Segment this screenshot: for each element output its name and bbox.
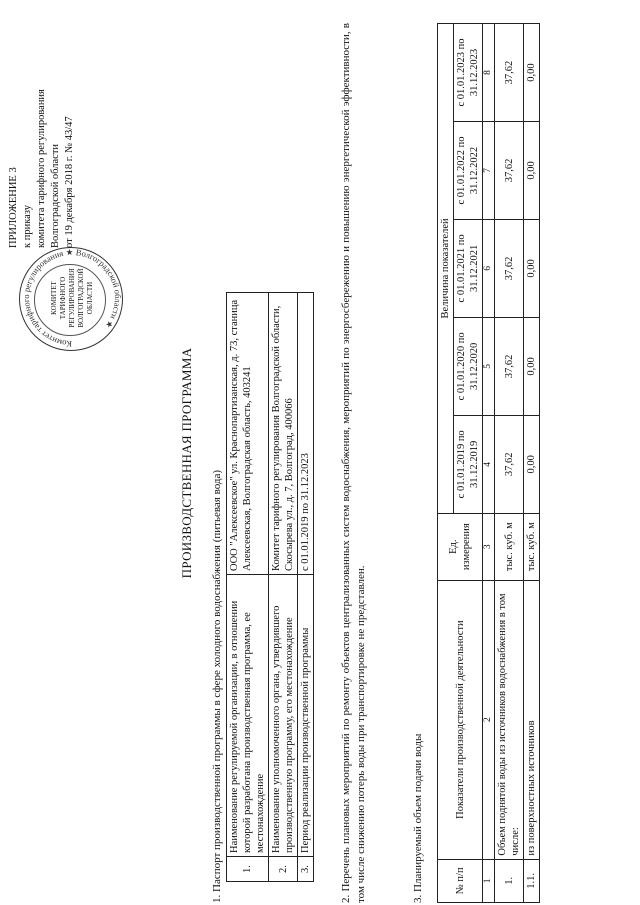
table-row <box>298 293 314 882</box>
row-value: 0,00 <box>524 121 540 219</box>
seal-center-line: ОБЛАСТИ <box>86 281 94 315</box>
seal-center-line: РЕГУЛИРОВАНИЯ <box>68 268 76 328</box>
row-value: 0,00 <box>524 317 540 415</box>
row-value: 0,00 <box>524 415 540 513</box>
header-number: № п/п <box>438 859 483 902</box>
column-index: 4 <box>483 415 495 513</box>
row-label: Наименование регулируемой организации, в отношении которой разработана производственная программа, ее местонахождение <box>227 575 269 857</box>
column-index: 7 <box>483 121 495 219</box>
row-value: 37,62 <box>495 415 524 513</box>
table-row <box>269 293 298 882</box>
row-number: 1. <box>227 857 269 882</box>
row-value: 0,00 <box>524 24 540 122</box>
water-volume-table <box>437 23 540 903</box>
row-indicator: Объем поднятой воды из источников водоснабжения в том числе: <box>495 580 524 859</box>
appendix-line: к приказу <box>22 205 33 248</box>
row-value: с 01.01.2019 по 31.12.2023 <box>298 293 314 575</box>
header-period: с 01.01.2022 по 31.12.2022 <box>454 121 483 219</box>
row-value: 37,62 <box>495 317 524 415</box>
table-row <box>495 24 524 903</box>
header-period: с 01.01.2020 по 31.12.2020 <box>454 317 483 415</box>
row-value: 37,62 <box>495 219 524 317</box>
row-value: 37,62 <box>495 24 524 122</box>
header-period: с 01.01.2019 по 31.12.2019 <box>454 415 483 513</box>
row-unit: тыс. куб. м <box>495 513 524 580</box>
header-period: с 01.01.2021 по 31.12.2021 <box>454 219 483 317</box>
row-number: 1.1. <box>524 859 540 902</box>
column-index: 6 <box>483 219 495 317</box>
row-label: Наименование уполномоченного органа, утвердившего производственную программу, его местонахождение <box>269 575 298 857</box>
row-number: 2. <box>269 857 298 882</box>
document-title: ПРОИЗВОДСТВЕННАЯ ПРОГРАММА <box>179 347 194 579</box>
row-unit: тыс. куб. м <box>524 513 540 580</box>
row-value: Комитет тарифного регулирования Волгоградской области, Скосырева ул., д. 7, Волгоград, 400066 <box>269 293 298 575</box>
row-value: 0,00 <box>524 219 540 317</box>
section2-text: 2. Перечень плановых мероприятий по ремонту объектов централизованных систем водоснабжения, мероприятий по энергосбережению и повышению энергетической эффективности, в том числе снижению потерь воды при транспортировке не представлен. <box>340 23 367 903</box>
seal-inner-ring <box>34 264 106 336</box>
table-header-row <box>438 24 454 903</box>
passport-table <box>226 292 314 882</box>
row-number: 1. <box>495 859 524 902</box>
column-index: 8 <box>483 24 495 122</box>
header-period: с 01.01.2023 по 31.12.2023 <box>454 24 483 122</box>
row-number: 3. <box>298 857 314 882</box>
row-value: 37,62 <box>495 121 524 219</box>
appendix-line: комитета тарифного регулирования <box>36 89 47 248</box>
column-index: 5 <box>483 317 495 415</box>
header-indicator: Показатели производственной деятельности <box>438 580 483 859</box>
appendix-line: ПРИЛОЖЕНИЕ 3 <box>8 167 19 248</box>
section1-heading: 1. Паспорт производственной программы в сфере холодного водоснабжения (питьевая вода) <box>211 469 223 903</box>
table-row <box>524 24 540 903</box>
seal-ring-label: Комитет тарифного регулирования ★ Волгоградской области ★ <box>20 246 124 350</box>
row-label: Период реализации производственной программы <box>298 575 314 857</box>
seal-center-line: ВОЛГОГРАДСКОЙ <box>77 268 85 328</box>
table-row <box>227 293 269 882</box>
column-index: 2 <box>483 580 495 859</box>
seal-center-line: ТАРИФНОГО <box>59 276 67 320</box>
row-indicator: из поверхностных источников <box>524 580 540 859</box>
appendix-block <box>7 18 77 248</box>
row-value: ООО "Алексеевское" ул. Краснопартизанская, д. 73, станица Алексеевская, Волгоградская область, 403241 <box>227 293 269 575</box>
seal-center-line: КОМИТЕТ <box>50 281 58 315</box>
column-index: 1 <box>483 859 495 902</box>
appendix-line: Волгоградской области <box>50 143 61 248</box>
rotated-content <box>8 23 637 903</box>
header-values: Величина показателей <box>438 24 454 514</box>
header-unit: Ед. измерения <box>438 513 483 580</box>
column-index: 3 <box>483 513 495 580</box>
column-index-row <box>483 24 495 903</box>
official-seal <box>19 247 123 351</box>
appendix-line: от 19 декабря 2018 г. № 43/47 <box>64 116 75 248</box>
section3-heading: 3. Планируемый объем подачи воды <box>412 733 424 903</box>
